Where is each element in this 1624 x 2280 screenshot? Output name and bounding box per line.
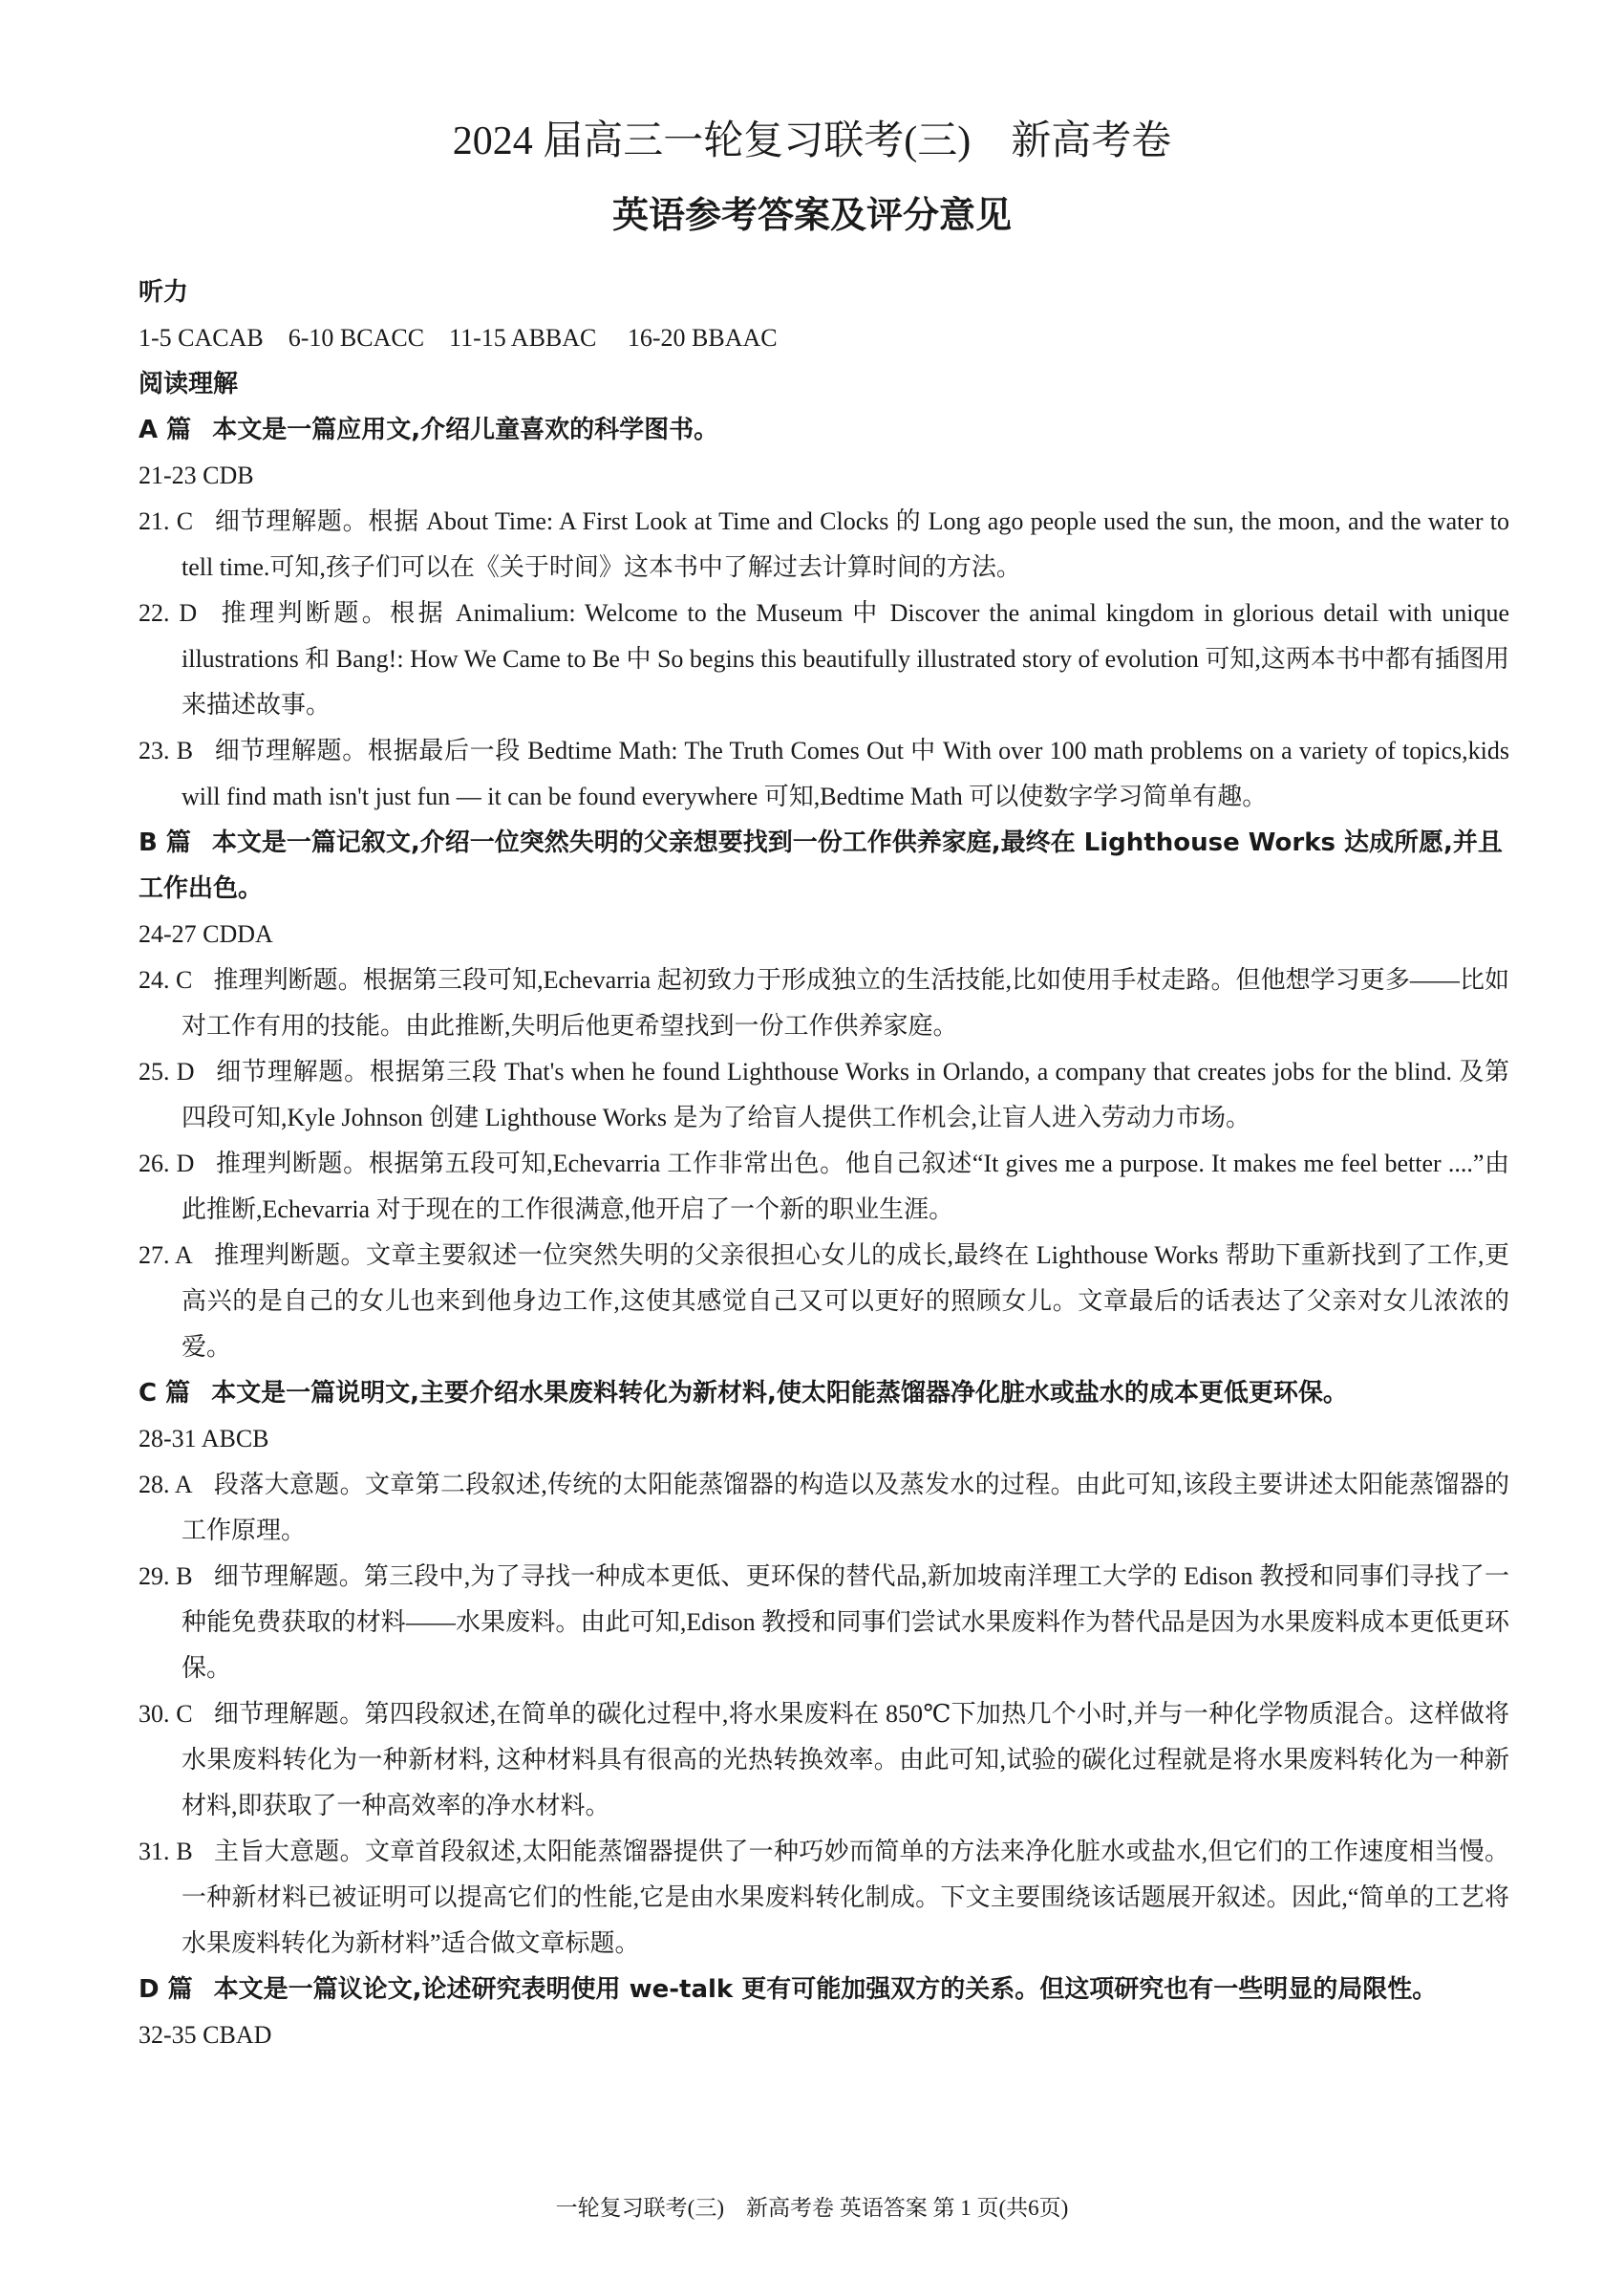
answer-item-25 bbox=[139, 1049, 1509, 1141]
item-explanation: 细节理解题。根据第三段 That's when he found Lighthouse Works in Orlando, a company that creates jobs for the blind. 及第四段可知,Kyle Johnson 创建 Lighthouse Works 是为了给盲人提供工作机会,让盲人进入劳动力市场。 bbox=[182, 1058, 1509, 1131]
item-explanation: 细节理解题。第三段中,为了寻找一种成本更低、更环保的替代品,新加坡南洋理工大学的 Edison 教授和同事们寻找了一种能免费获取的材料——水果废料。由此可知,Edison 教授和同事们尝试水果废料作为替代品是因为水果废料成本更低更环保。 bbox=[182, 1562, 1509, 1682]
section-c-summary: 本文是一篇说明文,主要介绍水果废料转化为新材料,使太阳能蒸馏器净化脏水或盐水的成本更低更环保。 bbox=[211, 1379, 1348, 1408]
item-number: 30. C bbox=[139, 1700, 193, 1728]
item-number: 22. D bbox=[139, 599, 198, 627]
listening-heading: 听力 bbox=[139, 278, 189, 307]
answer-item-30 bbox=[139, 1691, 1509, 1829]
answer-item-27 bbox=[139, 1233, 1509, 1370]
section-b-head bbox=[139, 820, 1509, 912]
answer-item-21 bbox=[139, 499, 1509, 591]
section-d-label: D 篇 bbox=[139, 1975, 193, 2004]
answer-item-22 bbox=[139, 591, 1509, 728]
item-number: 21. C bbox=[139, 507, 194, 535]
item-number: 27. A bbox=[139, 1241, 193, 1269]
item-number: 29. B bbox=[139, 1562, 193, 1590]
section-a-answers: 21-23 CDB bbox=[139, 462, 254, 489]
item-explanation: 推理判断题。根据第五段可知,Echevarria 工作非常出色。他自己叙述“It gives me a purpose. It makes me feel better ....”由此推断,Echevarria 对于现在的工作很满意,他开启了一个新的职业生涯。 bbox=[182, 1150, 1509, 1223]
answer-item-23 bbox=[139, 728, 1509, 820]
section-d-answers: 32-35 CBAD bbox=[139, 2021, 272, 2049]
section-c-head bbox=[139, 1370, 1509, 1416]
item-explanation: 推理判断题。根据第三段可知,Echevarria 起初致力于形成独立的生活技能,比如使用手杖走路。但他想学习更多——比如对工作有用的技能。由此推断,失明后他更希望找到一份工作供养家庭。 bbox=[182, 966, 1509, 1040]
item-explanation: 细节理解题。根据 About Time: A First Look at Time and Clocks 的 Long ago people used the sun, the moon, and the water to tell time.可知,孩子们可以在《关于时间》这本书中了解过去计算时间的方法。 bbox=[182, 507, 1510, 581]
section-d-summary: 本文是一篇议论文,论述研究表明使用 we-talk 更有可能加强双方的关系。但这项研究也有一些明显的局限性。 bbox=[213, 1975, 1438, 2004]
section-b-label: B 篇 bbox=[139, 828, 191, 857]
item-number: 23. B bbox=[139, 737, 194, 764]
reading-heading: 阅读理解 bbox=[139, 370, 239, 398]
item-explanation: 推理判断题。文章主要叙述一位突然失明的父亲很担心女儿的成长,最终在 Lighthouse Works 帮助下重新找到了工作,更高兴的是自己的女儿也来到他身边工作,这使其感觉自己又可以更好的照顾女儿。文章最后的话表达了父亲对女儿浓浓的爱。 bbox=[182, 1241, 1509, 1361]
listening-answers: 1-5 CACAB 6-10 BCACC 11-15 ABBAC 16-20 BBAAC bbox=[139, 324, 778, 352]
item-explanation: 段落大意题。文章第二段叙述,传统的太阳能蒸馏器的构造以及蒸发水的过程。由此可知,该段主要讲述太阳能蒸馏器的工作原理。 bbox=[182, 1471, 1509, 1544]
item-explanation: 主旨大意题。文章首段叙述,太阳能蒸馏器提供了一种巧妙而简单的方法来净化脏水或盐水,但它们的工作速度相当慢。一种新材料已被证明可以提高它们的性能,它是由水果废料转化制成。下文主要围绕该话题展开叙述。因此,“简单的工艺将水果废料转化为新材料”适合做文章标题。 bbox=[182, 1838, 1509, 1957]
item-number: 25. D bbox=[139, 1058, 195, 1086]
answer-item-28 bbox=[139, 1462, 1509, 1554]
answer-item-31 bbox=[139, 1829, 1509, 1967]
item-explanation: 细节理解题。根据最后一段 Bedtime Math: The Truth Comes Out 中 With over 100 math problems on a variety of topics,kids will find math isn't just fun — it can be found everywhere 可知,Bedtime Math 可以使数字学习简单有趣。 bbox=[182, 737, 1510, 810]
section-a-summary: 本文是一篇应用文,介绍儿童喜欢的科学图书。 bbox=[212, 416, 719, 444]
item-number: 28. A bbox=[139, 1471, 193, 1498]
page-title: 2024 届高三一轮复习联考(三) 新高考卷 bbox=[452, 119, 1172, 163]
section-b-answers: 24-27 CDDA bbox=[139, 920, 273, 948]
page-footer: 一轮复习联考(三) 新高考卷 英语答案 第 1 页(共6页) bbox=[555, 2196, 1069, 2220]
item-number: 24. C bbox=[139, 966, 193, 994]
answer-item-29 bbox=[139, 1554, 1509, 1691]
item-explanation: 推理判断题。根据 Animalium: Welcome to the Museum 中 Discover the animal kingdom in glorious detail with unique illustrations 和 Bang!: How We Came to Be 中 So begins this beautifully illustrated story of evolution 可知,这两本书中都有插图用来描述故事。 bbox=[182, 599, 1509, 719]
section-c-answers: 28-31 ABCB bbox=[139, 1425, 269, 1452]
section-a-head bbox=[139, 407, 1509, 453]
answer-item-26 bbox=[139, 1141, 1509, 1233]
item-number: 26. D bbox=[139, 1150, 195, 1177]
section-d-head bbox=[139, 1967, 1509, 2012]
item-explanation: 细节理解题。第四段叙述,在简单的碳化过程中,将水果废料在 850℃下加热几个小时,并与一种化学物质混合。这样做将水果废料转化为一种新材料, 这种材料具有很高的光热转换效率。由此可知,试验的碳化过程就是将水果废料转化为一种新材料,即获取了一种高效率的净水材料。 bbox=[182, 1700, 1509, 1819]
answer-item-24 bbox=[139, 957, 1509, 1049]
section-a-label: A 篇 bbox=[139, 416, 192, 444]
document-body bbox=[139, 269, 1509, 2058]
item-number: 31. B bbox=[139, 1838, 193, 1865]
section-b-summary: 本文是一篇记叙文,介绍一位突然失明的父亲想要找到一份工作供养家庭,最终在 Lighthouse Works 达成所愿,并且工作出色。 bbox=[139, 828, 1503, 903]
page-subtitle: 英语参考答案及评分意见 bbox=[611, 194, 1012, 236]
section-c-label: C 篇 bbox=[139, 1379, 191, 1408]
